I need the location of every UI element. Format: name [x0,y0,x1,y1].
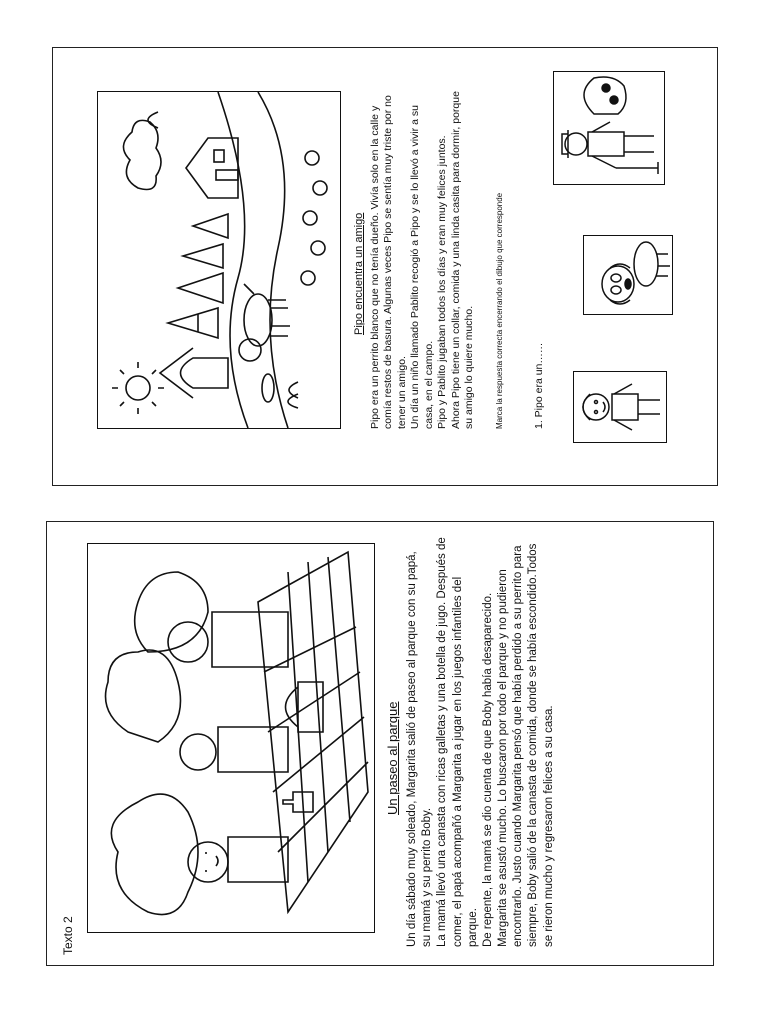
dog-drawing [584,236,672,314]
story-paragraph: La mamá llevó una canasta con ricas galletas y una botella de jugo. Después de comer, el papá acompañó a Margarita a jugar en los juegos infantiles del parque. [436,537,479,947]
question-1: 1. Pipo era un…… [533,342,545,429]
answer-option-boy[interactable] [573,371,667,443]
worksheet-pipo [52,47,718,486]
story-paragraph: Un día sábado muy soleado, Margarita salió de paseo al parque con su papá, su mamá y su perrito Boby. [406,551,434,947]
story-title-pipo: Pipo encuentra un amigo [353,212,365,335]
story-paragraph: Pipo era un perrito blanco que no tenía dueño. Vivía solo en la calle y comía restos de basura. Algunas veces Pipo se sentía muy triste por no tener un amigo. [369,95,408,429]
story-text-pipo [369,79,477,429]
story-paragraph: Un día un niño llamado Pablito recogió a Pipo y se lo llevó a vivir a su casa, en el campo. [409,105,435,429]
story-paragraph: Pipo y Pablito jugaban todos los días y eran muy felices juntos. [436,135,449,429]
park-scene-illustration [87,543,375,933]
answer-option-farmer[interactable] [553,71,665,185]
worksheet-parque [46,521,714,966]
text-label: Texto 2 [61,916,75,955]
boy-drawing [574,372,666,442]
story-paragraph: De repente, la mamá se dio cuenta de que Boby había desaparecido. [481,592,494,947]
answer-option-dog[interactable] [583,235,673,315]
worksheet-pipo-content [53,48,717,485]
farmer-drawing [554,72,664,184]
story-paragraph: Ahora Pipo tiene un collar, comida y una linda casita para dormir, porque su amigo lo quiere mucho. [449,91,476,429]
story-title-parque: Un paseo al parque [385,701,400,815]
story-text-parque [405,537,557,947]
farm-scene-drawing [98,92,340,428]
farm-scene-illustration [97,91,341,429]
worksheet-parque-content [47,522,713,965]
instruction-text: Marca la respuesta correcta encerrando el dibujo que corresponde [495,192,504,429]
park-scene-drawing [88,544,374,932]
story-paragraph: Margarita se asustó mucho. Lo buscaron por todo el parque y no pudieron encontrarlo. Justo cuando Margarita pensó que había perdido a su perrito para siempre, Boby salió de la canasta de comida, donde se había escondido.Todos se rieron mucho y regresaron felices a su casa. [497,543,555,947]
